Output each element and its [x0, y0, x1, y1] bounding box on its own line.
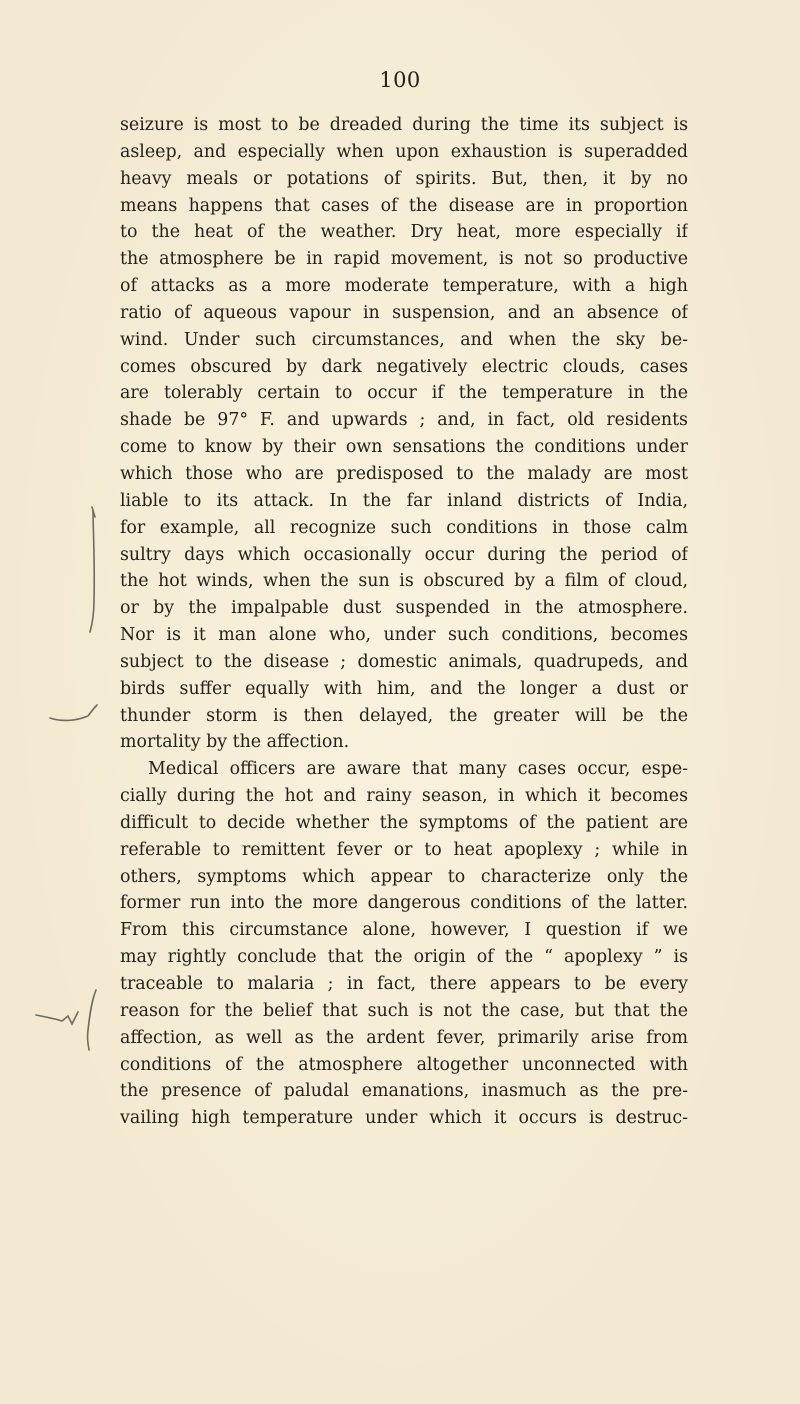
- text-line: comes obscured by dark negatively electric clouds, cases: [120, 356, 688, 377]
- margin-check-mark: [50, 705, 97, 720]
- text-line: come to know by their own sensations the conditions under: [120, 437, 688, 458]
- page-number: 100: [379, 68, 421, 92]
- text-line: heavy meals or potations of spirits. But, then, it by no: [120, 168, 688, 189]
- text-line: the atmosphere be in rapid movement, is not so productive: [120, 249, 688, 270]
- text-line: difficult to decide whether the symptoms of the patient are: [120, 812, 688, 833]
- text-line: thunder storm is then delayed, the greater will be the: [120, 705, 688, 726]
- text-line: for example, all recognize such conditions in those calm: [120, 517, 688, 538]
- text-line: or by the impalpable dust suspended in the atmosphere.: [120, 598, 688, 619]
- text-line: conditions of the atmosphere altogether unconnected with: [120, 1054, 688, 1075]
- margin-tick-mark: [92, 507, 95, 517]
- margin-slash-mark: [88, 990, 96, 1050]
- text-line: the hot winds, when the sun is obscured by a film of cloud,: [120, 571, 688, 592]
- text-line: are tolerably certain to occur if the temperature in the: [120, 383, 688, 404]
- margin-bracket-mark: [90, 510, 94, 632]
- text-line: asleep, and especially when upon exhaustion is superadded: [120, 141, 688, 162]
- text-line: Nor is it man alone who, under such conditions, becomes: [120, 625, 688, 646]
- text-line: shade be 97° F. and upwards ; and, in fact, old residents: [120, 410, 688, 431]
- text-line: reason for the belief that such is not the case, but that the: [120, 1000, 688, 1021]
- text-line: liable to its attack. In the far inland districts of India,: [120, 490, 688, 511]
- text-line: affection, as well as the ardent fever, primarily arise from: [120, 1027, 688, 1048]
- text-line: birds suffer equally with him, and the longer a dust or: [120, 678, 688, 699]
- text-line: ratio of aqueous vapour in suspension, and an absence of: [120, 302, 688, 323]
- text-line: others, symptoms which appear to characterize only the: [120, 866, 688, 887]
- text-line: cially during the hot and rainy season, in which it becomes: [120, 786, 688, 807]
- text-line: seizure is most to be dreaded during the time its subject is: [120, 115, 688, 135]
- text-line: referable to remittent fever or to heat apoplexy ; while in: [120, 839, 688, 860]
- text-line: wind. Under such circumstances, and when the sky be-: [120, 329, 688, 350]
- text-line: sultry days which occasionally occur during the period of: [120, 544, 688, 565]
- text-line: of attacks as a more moderate temperature, with a high: [120, 276, 688, 297]
- text-line: former run into the more dangerous conditions of the latter.: [120, 893, 688, 914]
- text-line: mortality by the affection.: [120, 732, 350, 753]
- text-line: the presence of paludal emanations, inasmuch as the pre-: [120, 1081, 688, 1102]
- margin-check-mark-2: [36, 1012, 78, 1024]
- text-line: Medical officers are aware that many cases occur, espe-: [148, 759, 688, 780]
- body-text: [120, 112, 688, 1132]
- text-line: to the heat of the weather. Dry heat, more especially if: [120, 222, 688, 243]
- text-line: vailing high temperature under which it occurs is destruc-: [120, 1108, 688, 1129]
- text-line: means happens that cases of the disease are in proportion: [120, 195, 688, 216]
- text-line: may rightly conclude that the origin of the “ apoplexy ” is: [120, 947, 688, 968]
- text-line: traceable to malaria ; in fact, there appears to be every: [120, 974, 688, 994]
- text-line: From this circumstance alone, however, I question if we: [120, 920, 688, 941]
- text-line: which those who are predisposed to the malady are most: [120, 463, 688, 484]
- text-line: subject to the disease ; domestic animals, quadrupeds, and: [120, 651, 688, 672]
